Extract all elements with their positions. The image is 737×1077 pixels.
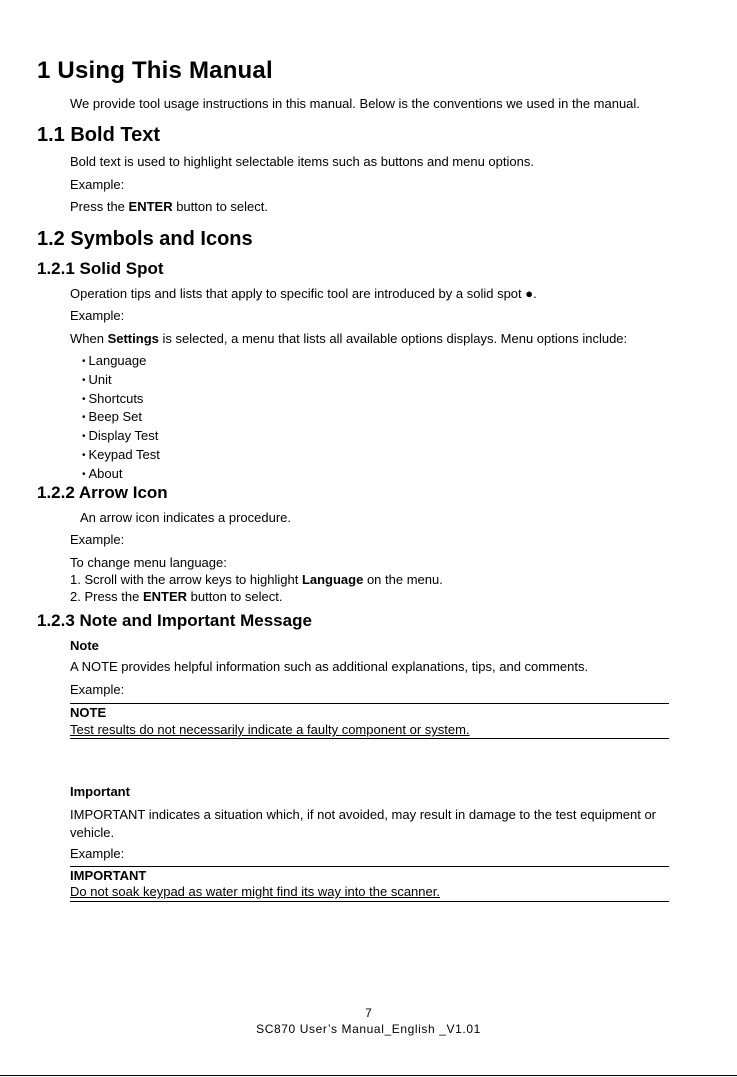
important-text: Do not soak keypad as water might find its way into the scanner. (70, 884, 440, 899)
document-footer: SC870 User’s Manual_English _V1.01 (256, 1022, 481, 1036)
list-item: • Keypad Test (82, 447, 160, 466)
list-item: • Language (82, 353, 160, 372)
list-item: • About (82, 466, 160, 485)
list-item: • Unit (82, 372, 160, 391)
arrow-icon-description: An arrow icon indicates a procedure. (80, 510, 292, 525)
arrow-icon-example-label: Example: (70, 532, 125, 547)
section-1-2-3-title: 1.2.3 Note and Important Message (37, 611, 312, 630)
section-1-2-title: 1.2 Symbols and Icons (37, 228, 253, 250)
section-1-2-2-title: 1.2.2 Arrow Icon (37, 483, 168, 502)
note-bottom-rule (70, 738, 669, 739)
solid-spot-example: When Settings is selected, a menu that lists all available options displays. Menu options include: (70, 331, 628, 346)
important-example-label: Example: (70, 846, 125, 861)
intro-text: We provide tool usage instructions in this manual. Below is the conventions we used in the manual. (70, 96, 640, 111)
note-top-rule (70, 703, 669, 704)
list-item: • Beep Set (82, 409, 160, 428)
note-heading: Note (70, 638, 99, 653)
procedure-step-1: 1. Scroll with the arrow keys to highlight Language on the menu. (70, 572, 443, 587)
section-1-1-title: 1.1 Bold Text (37, 124, 160, 146)
important-top-rule (70, 866, 669, 867)
note-description: A NOTE provides helpful information such as additional explanations, tips, and comments. (70, 659, 589, 674)
chapter-title: 1 Using This Manual (37, 57, 273, 84)
important-bottom-rule (70, 901, 669, 902)
bold-text-description: Bold text is used to highlight selectable items such as buttons and menu options. (70, 154, 534, 169)
bold-text-example-label: Example: (70, 177, 125, 192)
list-item: • Display Test (82, 428, 160, 447)
procedure-intro: To change menu language: (70, 555, 227, 570)
important-heading: Important (70, 784, 130, 799)
note-text: Test results do not necessarily indicate a faulty component or system. (70, 722, 470, 737)
bold-text-example: Press the ENTER button to select. (70, 199, 268, 214)
important-label: IMPORTANT (70, 868, 147, 883)
menu-options-list (82, 353, 160, 485)
solid-spot-example-label: Example: (70, 308, 125, 323)
note-label: NOTE (70, 705, 107, 720)
procedure-step-2: 2. Press the ENTER button to select. (70, 589, 283, 604)
page-number: 7 (365, 1006, 372, 1020)
bottom-border (0, 1075, 737, 1076)
note-example-label: Example: (70, 682, 125, 697)
list-item: • Shortcuts (82, 391, 160, 410)
important-description: IMPORTANT indicates a situation which, if not avoided, may result in damage to the test equipment or vehicle. (70, 807, 657, 840)
section-1-2-1-title: 1.2.1 Solid Spot (37, 259, 164, 278)
solid-spot-description: Operation tips and lists that apply to specific tool are introduced by a solid spot ●. (70, 286, 537, 301)
